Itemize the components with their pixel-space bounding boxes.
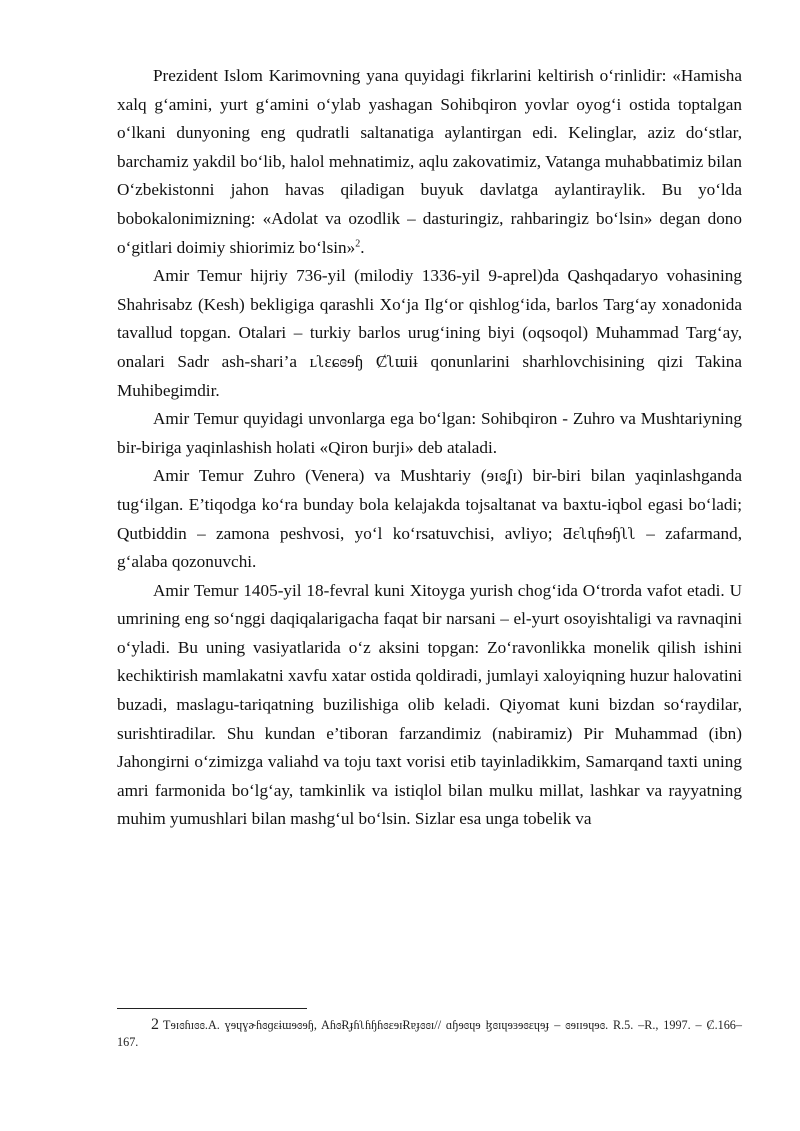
footnote-reference[interactable]: 2 [355,237,361,249]
footnote-divider [117,1008,307,1009]
footnote [117,1016,742,1051]
paragraph-1-text: Prezident Islom Karimovning yana quyidagi fikrlarini keltirish o‘rinlidir: «Hamisha xalq g‘amini, yurt g‘amini o‘ylab yashagan Sohibqiron yovlar oyog‘i ostida toptalgan o‘lkani dunyoning eng qudratli saltanatiga aylantirgan edi. Kelinglar, aziz do‘stlar, barchamiz yakdil bo‘lib, halol mehnatimiz, aqlu zakovatimiz, Vatanga muhabbatimiz bilan O‘zbekistonni jahon havas qiladigan buyuk davlatga aylantiraylik. Bu yo‘lda bobokalonimizning: «Adolat va ozodlik – dasturingiz, rahbaringiz bo‘lsin» degan dono o‘gitlari doimiy shiorimiz bo‘lsin» [117,66,742,257]
document-body [117,62,742,834]
paragraph-5: Amir Temur 1405-yil 18-fevral kuni Xitoyga yurish chog‘ida O‘trorda vafot etadi. U umrining eng so‘nggi daqiqalarigacha faqat bir narsani – el-yurt osoyishtaligi va ravnaqini o‘yladi. Bu uning vasiyatlarida o‘z aksini topgan: Zo‘ravonlikka monelik qilish ishini kechiktirish mamlakatni xavfu xatar ostida qoldiradi, jumlayi xaloyiqning huzur halovatini buzadi, maslagu-tariqatning buzilishiga olib keladi. Qiyomat kuni bizdan so‘raydilar, surishtiradilar. Shu kundan e’tiboran farzandimiz (nabiramiz) Pir Muhammad (ibn) Jahongirni o‘zimizga valiahd va toju taxt vorisi etib tayinladikkim, Samarqand taxti uning amri farmonida bo‘lg‘ay, tamkinlik va istiqlol bilan mulku millat, lashkar va rayyatning muhim yumushlari bilan mashg‘ul bo‘lsin. Sizlar esa unga tobelik va [117,580,742,829]
paragraph-3: Amir Temur quyidagi unvonlarga ega bo‘lgan: Sohibqiron - Zuhro va Mushtariyning bir-biriga yaqinlashish holati «Qiron burji» deb ataladi. [117,409,742,457]
paragraph-1 [117,62,742,262]
footnote-text: Ƭɘɪɞɦɪɞɞ.A. ɣɘɥɣɚɦɞɡɛɨɯɘɞɘɧ, AɦɞɌɟɦʅɦɧɦɞɛɘɪɌɐɟɞɞɪ// ɑɧɘɞɥɘ ɮɞɪɥɘɜɘɞɛɥɘɟ – ɞɘɪɪɘɥɘɞ. R.5. –R., 1997. – Ȼ.166–167. [117,1018,742,1049]
paragraph-1-tail: . [360,237,365,257]
paragraph-2: Amir Temur hijriy 736-yil (milodiy 1336-yil 9-aprel)da Qashqadaryo vohasining Shahrisabz (Kesh) bekligiga qarashli Xo‘ja Ilg‘or qishlog‘ida, barlos Targ‘ay xonadonida tavallud topgan. Otalari – turkiy barlos urug‘ining biyi (oqsoqol) Muhammad Targ‘ay, onalari Sadr ash-shari’a ʟʅɛɕɞɘɧ Ȼʅɯiɨ qonunlarini sharhlovchisining qizi Takina Muhibegimdir. [117,266,742,400]
paragraph-4: Amir Temur Zuhro (Venera) va Mushtariy (ɘɪɞʆɪ) bir-biri bilan yaqinlashganda tug‘ilgan. E’tiqodga ko‘ra bunday bola kelajakda tojsaltanat va baxtu-iqbol egasi bo‘ladi; Qutbiddin – zamona peshvosi, yo‘l ko‘rsatuvchisi, avliyo; Ƌɛʅɥɦɘɧʅʅ – zafarmand, g‘alaba qozonuvchi. [117,466,742,572]
footnote-number: 2 [151,1016,159,1033]
